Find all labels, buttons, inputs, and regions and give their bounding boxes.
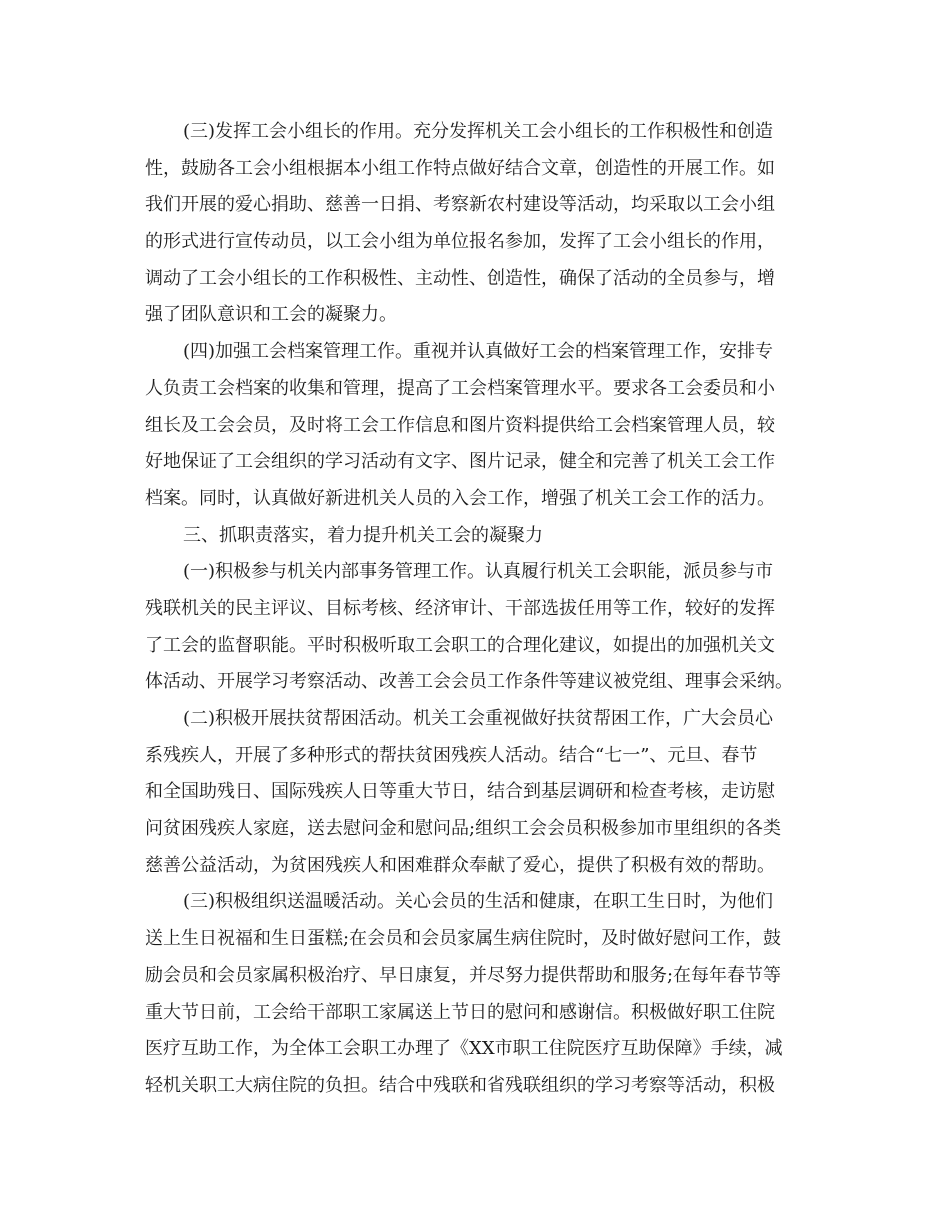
paragraph-line: 和全国助残日、国际残疾人日等重大节日，结合到基层调研和检查考核，走访慰 — [145, 781, 775, 803]
paragraph-line: 的形式进行宣传动员，以工会小组为单位报名参加，发挥了工会小组长的作用， — [145, 231, 775, 253]
paragraph-line: 组长及工会会员，及时将工会工作信息和图片资料提供给工会档案管理人员，较 — [145, 414, 775, 436]
paragraph-line: 调动了工会小组长的工作积极性、主动性、创造性，确保了活动的全员参与，增 — [145, 267, 775, 289]
paragraph-line: 性，鼓励各工会小组根据本小组工作特点做好结合文章，创造性的开展工作。如 — [145, 157, 775, 179]
paragraph-line: 残联机关的民主评议、目标考核、经济审计、干部选拔任用等工作，较好的发挥 — [145, 597, 775, 619]
paragraph-line: 体活动、开展学习考察活动、改善工会会员工作条件等建议被党组、理事会采纳。 — [145, 671, 793, 693]
paragraph-line: 人负责工会档案的收集和管理，提高了工会档案管理水平。要求各工会委员和小 — [145, 377, 775, 399]
paragraph-line: 强了团队意识和工会的凝聚力。 — [145, 304, 397, 326]
paragraph-line: 轻机关职工大病住院的负担。结合中残联和省残联组织的学习考察等活动，积极 — [145, 1074, 775, 1096]
paragraph-first-line: 三、抓职责落实，着力提升机关工会的凝聚力 — [183, 524, 543, 546]
paragraph-line: 档案。同时，认真做好新进机关人员的入会工作，增强了机关工会工作的活力。 — [145, 487, 775, 509]
paragraph-first-line: (二)积极开展扶贫帮困活动。机关工会重视做好扶贫帮困工作，广大会员心 — [183, 708, 774, 729]
paragraph-line: 系残疾人，开展了多种形式的帮扶贫困残疾人活动。结合“七一”、元旦、春节 — [145, 744, 758, 766]
paragraph-line: 送上生日祝福和生日蛋糕;在会员和会员家属生病住院时，及时做好慰问工作，鼓 — [145, 928, 782, 950]
paragraph-line: 好地保证了工会组织的学习活动有文字、图片记录，健全和完善了机关工会工作 — [145, 451, 775, 473]
paragraph-line: 医疗互助工作，为全体工会职工办理了《XX市职工住院医疗互助保障》手续，减 — [145, 1038, 783, 1060]
document-body — [145, 114, 810, 1105]
paragraph-line: 我们开展的爱心捐助、慈善一日捐、考察新农村建设等活动，均采取以工会小组 — [145, 194, 775, 216]
paragraph-first-line: (三)积极组织送温暖活动。关心会员的生活和健康，在职工生日时，为他们 — [183, 891, 774, 913]
paragraph-line: 慈善公益活动，为贫困残疾人和困难群众奉献了爱心，提供了积极有效的帮助。 — [145, 854, 775, 876]
paragraph-line: 了工会的监督职能。平时积极听取工会职工的合理化建议，如提出的加强机关文 — [145, 634, 775, 656]
paragraph-line: 问贫困残疾人家庭，送去慰问金和慰问品;组织工会会员积极参加市里组织的各类 — [145, 818, 782, 840]
paragraph-line: 重大节日前，工会给干部职工家属送上节日的慰问和感谢信。积极做好职工住院 — [145, 1001, 775, 1023]
paragraph-line: 励会员和会员家属积极治疗、早日康复，并尽努力提供帮助和服务;在每年春节等 — [145, 964, 782, 986]
paragraph-first-line: (一)积极参与机关内部事务管理工作。认真履行机关工会职能，派员参与市 — [183, 561, 774, 583]
paragraph-first-line: (四)加强工会档案管理工作。重视并认真做好工会的档案管理工作，安排专 — [183, 341, 774, 363]
paragraph-first-line: (三)发挥工会小组长的作用。充分发挥机关工会小组长的工作积极性和创造 — [183, 121, 774, 142]
